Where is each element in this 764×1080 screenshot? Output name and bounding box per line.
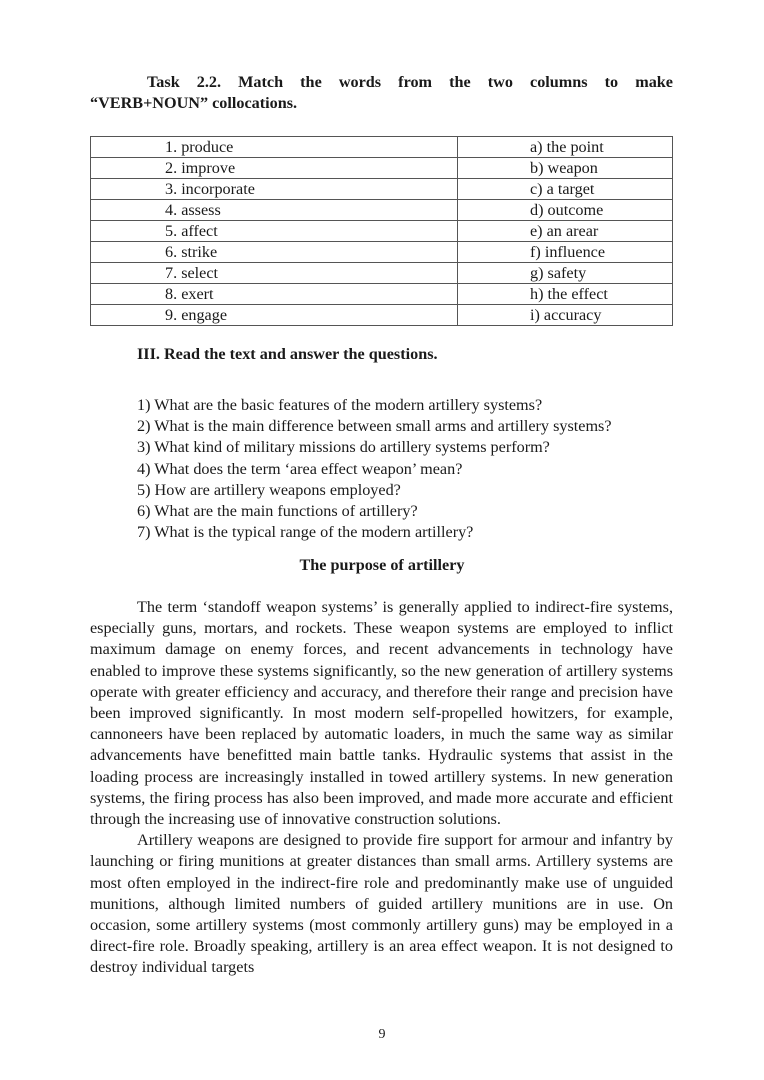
noun-cell: g) safety (458, 263, 673, 284)
table-row (91, 242, 673, 263)
table-row (91, 305, 673, 326)
page-number: 9 (378, 1027, 386, 1042)
table-row (91, 263, 673, 284)
table-row (91, 179, 673, 200)
section-heading: III. Read the text and answer the questions. (137, 345, 438, 363)
noun-cell: d) outcome (458, 200, 673, 221)
question-list (137, 395, 677, 543)
table-row (91, 221, 673, 242)
body-text (90, 597, 673, 979)
question-item: 2) What is the main difference between small arms and artillery systems? (137, 417, 612, 436)
table-row (91, 158, 673, 179)
verb-cell: 2. improve (91, 158, 458, 179)
task-title-line2: “VERB+NOUN” collocations. (90, 94, 298, 112)
collocation-table (90, 136, 673, 326)
table-row (91, 137, 673, 158)
verb-cell: 1. produce (91, 137, 458, 158)
task-title (90, 72, 673, 114)
task-title-line1: Task 2.2. Match the words from the two columns to make (147, 73, 673, 91)
noun-cell: h) the effect (458, 284, 673, 305)
paragraph: Artillery weapons are designed to provide fire support for armour and infantry by launching or firing munitions at greater distances than small arms. Artillery systems are most often employed in the indirect-fire role and predominantly make use of unguided munitions, although limited numbers of guided artillery munitions are in use. On occasion, some artillery systems (most commonly artillery guns) may be employed in a direct-fire role. Broadly speaking, artillery is an area effect weapon. It is not designed to destroy individual targets (90, 831, 673, 977)
verb-cell: 4. assess (91, 200, 458, 221)
question-item: 3) What kind of military missions do artillery systems perform? (137, 438, 550, 457)
noun-cell: c) a target (458, 179, 673, 200)
question-item: 6) What are the main functions of artillery? (137, 502, 418, 521)
noun-cell: e) an arear (458, 221, 673, 242)
noun-cell: b) weapon (458, 158, 673, 179)
verb-cell: 3. incorporate (91, 179, 458, 200)
question-item: 1) What are the basic features of the modern artillery systems? (137, 396, 543, 414)
verb-cell: 9. engage (91, 305, 458, 326)
verb-cell: 6. strike (91, 242, 458, 263)
question-item: 7) What is the typical range of the modern artillery? (137, 523, 474, 542)
text-title: The purpose of artillery (299, 556, 465, 574)
question-item: 5) How are artillery weapons employed? (137, 480, 401, 499)
noun-cell: i) accuracy (458, 305, 673, 326)
verb-cell: 5. affect (91, 221, 458, 242)
table-row (91, 200, 673, 221)
noun-cell: a) the point (458, 137, 673, 158)
table-row (91, 284, 673, 305)
paragraph: The term ‘standoff weapon systems’ is generally applied to indirect-fire systems, especially guns, mortars, and rockets. These weapon systems are employed to inflict maximum damage on enemy forces, and recent advancements in technology have enabled to improve these systems significantly, so the new generation of artillery systems operate with greater efficiency and accuracy, and therefore their range and precision have been improved significantly. In most modern self-propelled howitzers, for example, cannoneers have been replaced by automatic loaders, in much the same way as similar advancements have benefitted main battle tanks. Hydraulic systems that assist in the loading process are increasingly installed in towed artillery systems. In new generation systems, the firing process has also been improved, and made more accurate and efficient through the increasing use of innovative construction solutions. (90, 598, 673, 829)
noun-cell: f) influence (458, 242, 673, 263)
question-item: 4) What does the term ‘area effect weapon’ mean? (137, 459, 463, 478)
verb-cell: 8. exert (91, 284, 458, 305)
verb-cell: 7. select (91, 263, 458, 284)
